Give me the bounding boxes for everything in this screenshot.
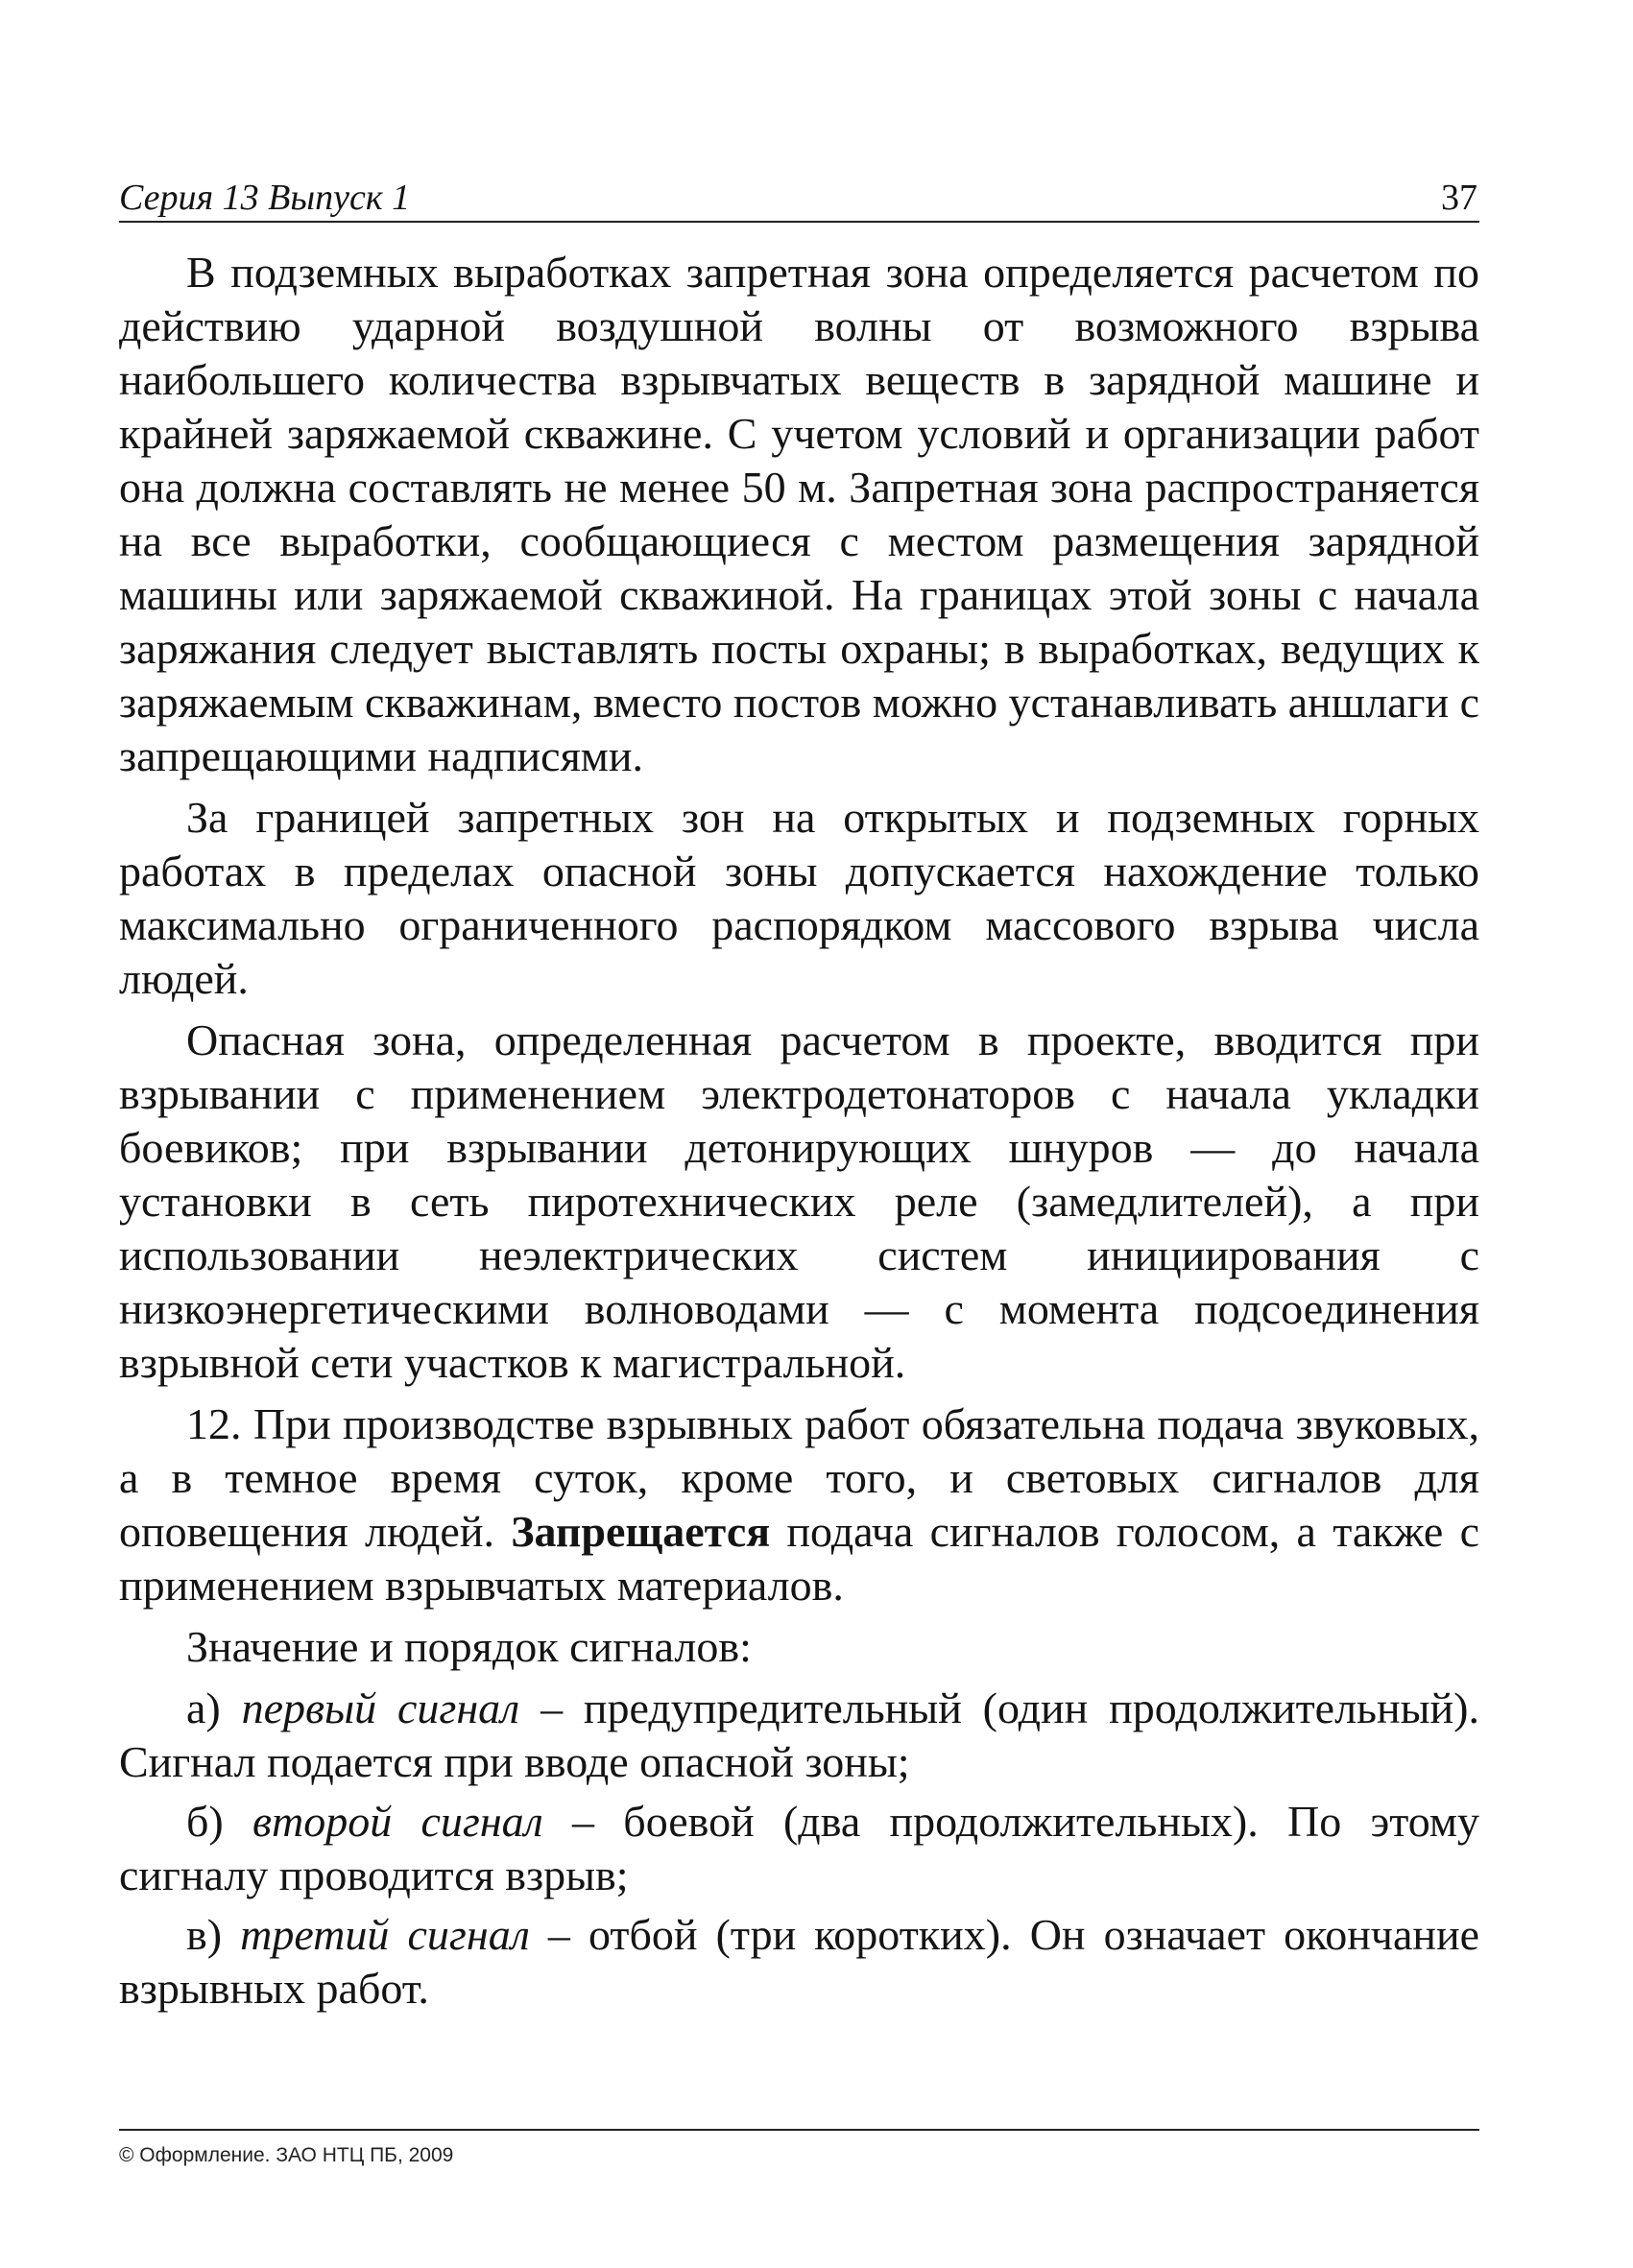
signal-item-first — [119, 1682, 1479, 1789]
paragraph-danger-zone: Опасная зона, определенная расчетом в проекте, вводится при взрывании с применением электродетонаторов с начала укладки боевиков; при взрывании детонирующих шнуров — до начала установки в сеть пиротехнических реле (замедлителей), а при использовании неэлектрических систем инициирования с низкоэнергетическими волноводами — с момента подсоединения взрывной сети участков к магистральной. — [119, 1015, 1479, 1387]
series-label: Серия 13 Выпуск 1 — [119, 178, 411, 218]
paragraph-signals-rule — [119, 1397, 1479, 1612]
page-header — [119, 178, 1479, 223]
signal-letter: а) — [186, 1683, 242, 1732]
signal-letter: в) — [186, 1910, 241, 1959]
signal-name: первый сигнал — [241, 1683, 520, 1732]
signal-description: – боевой (два продолжительных). По этому сигналу проводится взрыв; — [119, 1797, 1479, 1899]
forbidden-word: Запрещается — [511, 1507, 771, 1556]
footer-divider — [119, 2129, 1479, 2131]
signals-rule-start: 12. При производстве взрывных работ обязательна подача звуковых, а в темное время суток, кроме того, и световых сигналов для оповещения людей. — [119, 1399, 1479, 1556]
paragraph-beyond-forbidden-zones: За границей запретных зон на открытых и подземных горных работах в пределах опасной зоны допускается нахождение только максимально ограниченного распорядком массового взрыва числа людей. — [119, 793, 1479, 1003]
paragraph-forbidden-zone-underground: В подземных выработках запретная зона определяется расчетом по действию ударной воздушной волны от возможного взрыва наибольшего количества взрывчатых веществ в зарядной машине и крайней заряжаемой скважине. С учетом условий и организации работ она должна составлять не менее 50 м. Запретная зона распространяется на все выработки, сообщающиеся с местом размещения зарядной машины или заряжаемой скважиной. На границах этой зоны с начала заряжания следует выставлять посты охраны; в выработках, ведущих к заряжаемым скважинам, вместо постов можно устанавливать аншлаги с запрещающими надписями. — [119, 248, 1479, 780]
copyright-note: © Оформление. ЗАО НТЦ ПБ, 2009 — [119, 2144, 454, 2166]
signal-item-third — [119, 1908, 1479, 2016]
signal-description: – отбой (три коротких). Он означает окончание взрывных работ. — [119, 1910, 1480, 2013]
signal-name: третий сигнал — [240, 1910, 530, 1959]
body-text — [119, 246, 1479, 2021]
signal-item-second — [119, 1795, 1479, 1902]
paragraph-signals-intro: Значение и порядок сигналов: — [186, 1622, 752, 1671]
signal-description: – предупредительный (один продолжительный). Сигнал подается при вводе опасной зоны; — [119, 1683, 1479, 1786]
signals-rule-end: подача сигналов голосом, а также с применением взрывчатых материалов. — [119, 1507, 1480, 1610]
signal-letter: б) — [186, 1797, 253, 1846]
page-number: 37 — [1441, 178, 1477, 218]
signal-name: второй сигнал — [252, 1797, 543, 1846]
